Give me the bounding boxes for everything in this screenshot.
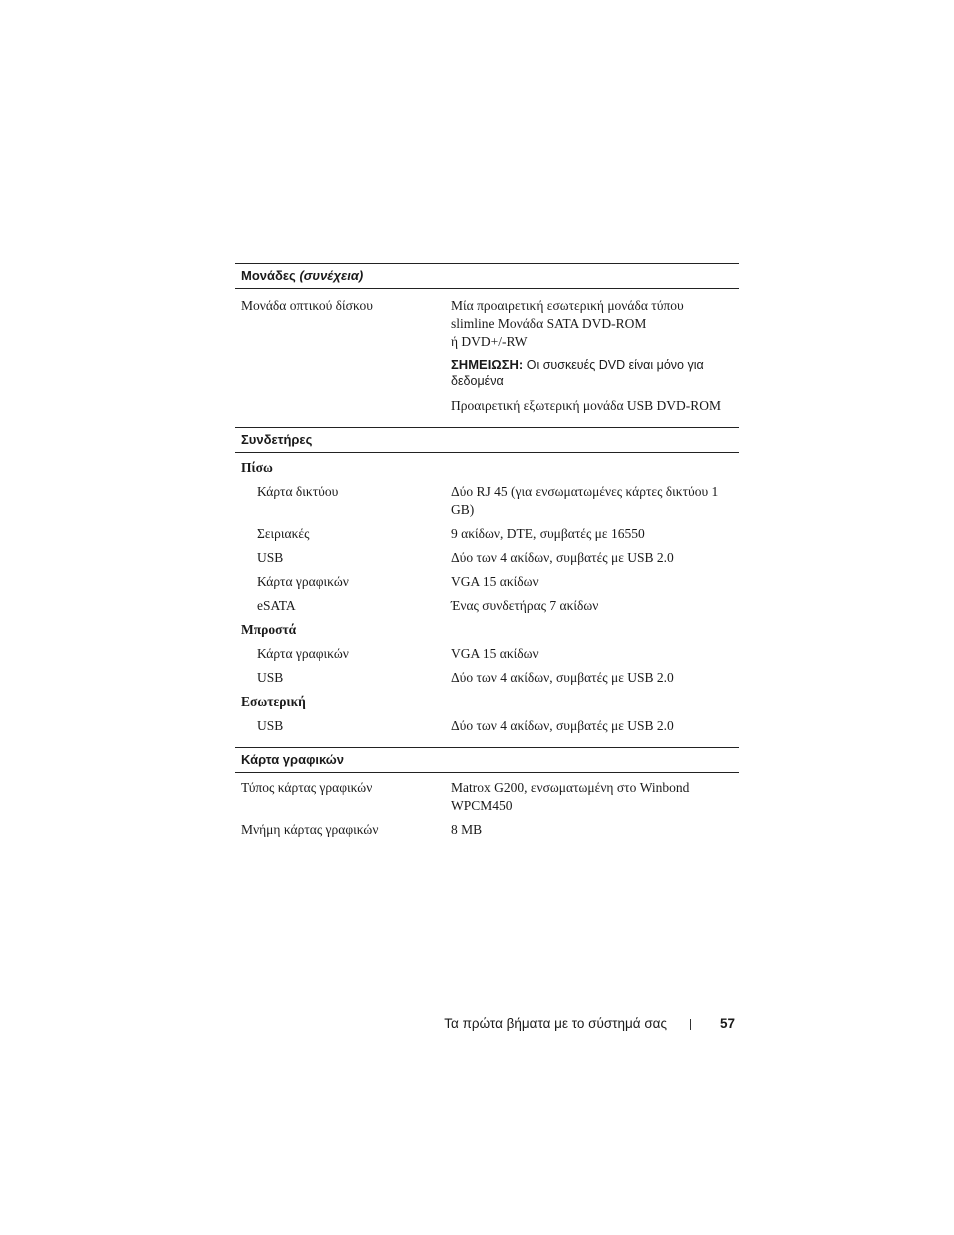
spec-value [451,297,739,415]
section-divider [235,735,739,748]
spec-row [235,549,739,567]
spec-value-line: ή DVD+/-RW [451,334,528,349]
spec-table [235,263,739,839]
spec-value: Δύο των 4 ακίδων, συμβατές με USB 2.0 [451,550,674,565]
section-divider [235,415,739,428]
section-header-video [235,748,739,773]
spec-row [235,717,739,735]
section-header-connectors [235,428,739,453]
connector-list-front [235,645,739,687]
spec-label: USB [257,550,284,565]
spec-value: Δύο RJ 45 (για ενσωματωμένες κάρτες δικτύου 1 GB) [451,484,719,517]
spec-value: VGA 15 ακίδων [451,574,539,589]
spec-row [235,779,739,815]
section-title: Συνδετήρες [241,432,313,447]
spec-value: VGA 15 ακίδων [451,646,539,661]
spec-row-optical-drive [235,297,739,415]
note-text: Οι συσκευές DVD είναι μόνο για δεδομένα [451,358,704,388]
section-title-suffix: (συνέχεια) [299,268,364,283]
spec-value: Matrox G200, ενσωματωμένη στο Winbond WPCM450 [451,780,690,813]
spec-label: USB [257,718,284,733]
spec-label: Σειριακές [257,526,310,541]
spec-value-line: Μία προαιρετική εσωτερική μονάδα τύπου [451,298,684,313]
subheading-internal: Εσωτερική [241,694,306,709]
page-number: 57 [720,1016,736,1031]
connector-list-back [235,483,739,615]
spec-value-line: slimline Μονάδα SATA DVD-ROM [451,316,647,331]
spec-row [235,645,739,663]
connector-list-internal [235,717,739,735]
footer-title: Τα πρώτα βήματα με το σύστημά σας [444,1016,667,1031]
spec-row [235,821,739,839]
spec-value: 8 MB [451,822,483,837]
spec-label: Κάρτα γραφικών [257,646,349,661]
spec-value: 9 ακίδων, DTE, συμβατές με 16550 [451,526,645,541]
spec-label: Κάρτα γραφικών [257,574,349,589]
video-spec-list [235,779,739,839]
section-title: Μονάδες [241,268,296,283]
spec-label: Μονάδα οπτικού δίσκου [241,298,373,313]
note [451,357,733,389]
section-title: Κάρτα γραφικών [241,752,345,767]
spec-value: Δύο των 4 ακίδων, συμβατές με USB 2.0 [451,670,674,685]
subheading-front: Μπροστά [241,622,297,637]
footer-separator [690,1019,691,1030]
spec-row [235,669,739,687]
spec-value: Δύο των 4 ακίδων, συμβατές με USB 2.0 [451,718,674,733]
spec-row [235,525,739,543]
subheading-back: Πίσω [241,460,273,475]
spec-row [235,483,739,519]
spec-label: Τύπος κάρτας γραφικών [241,780,373,795]
section-header-drives [235,263,739,289]
note-label: ΣΗΜΕΙΩΣΗ: [451,357,524,372]
spec-label: eSATA [257,598,296,613]
spec-label: Κάρτα δικτύου [257,484,339,499]
spec-value-extra: Προαιρετική εξωτερική μονάδα USB DVD-ROM [451,398,722,413]
spec-row [235,597,739,615]
spec-label: Μνήμη κάρτας γραφικών [241,822,379,837]
spec-row [235,573,739,591]
spec-label: USB [257,670,284,685]
spec-value: Ένας συνδετήρας 7 ακίδων [451,598,599,613]
